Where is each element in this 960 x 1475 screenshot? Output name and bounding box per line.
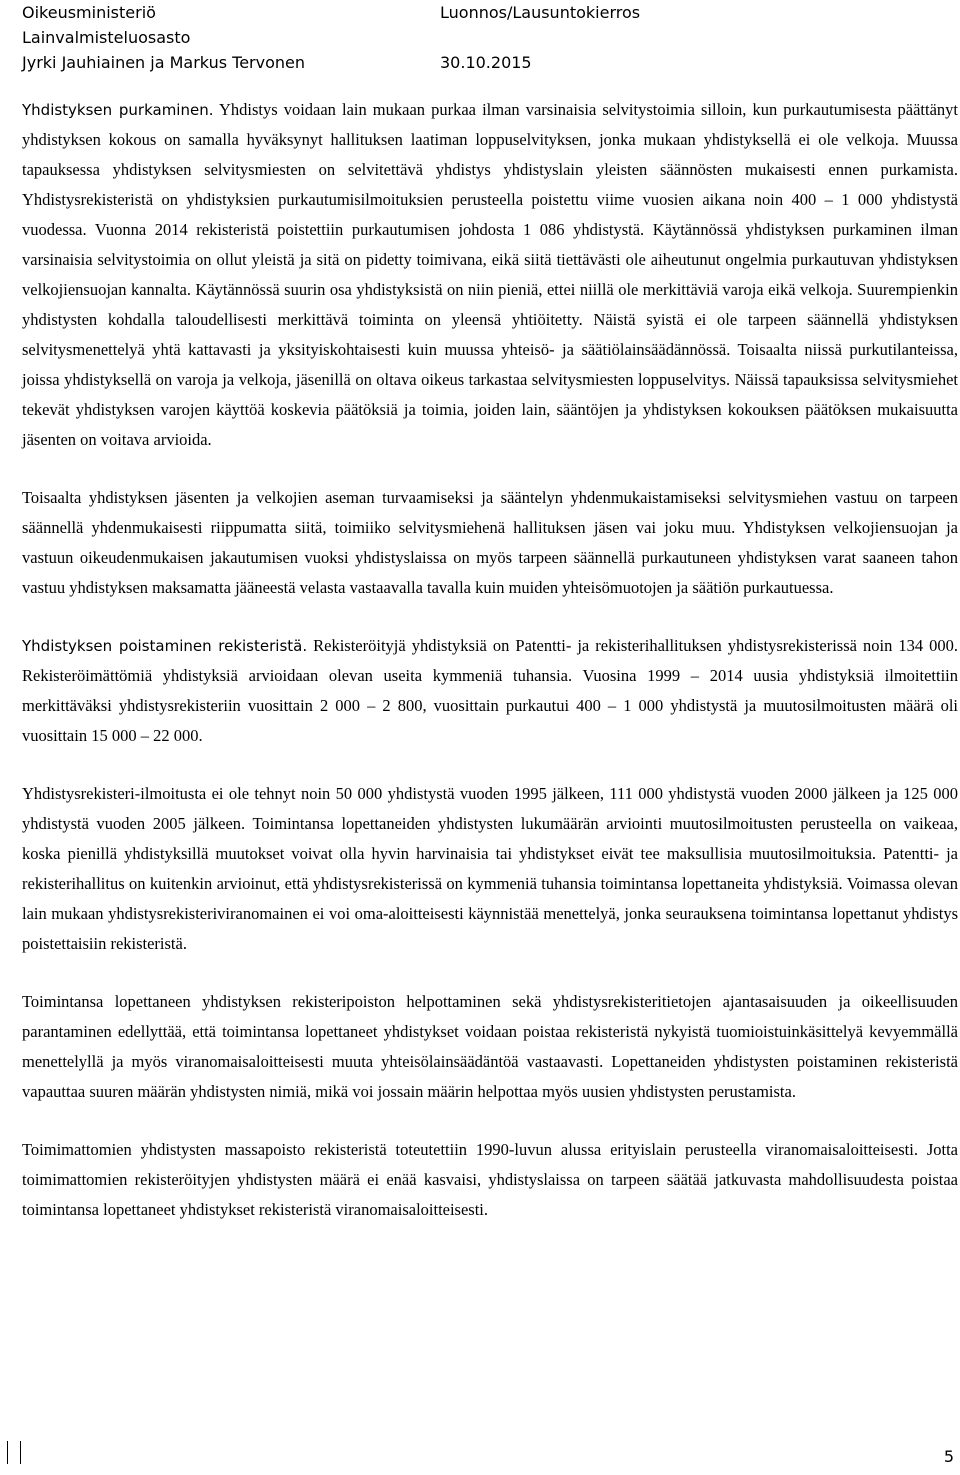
paragraph-text: Yhdistysrekisteri-ilmoitusta ei ole tehnyt noin 50 000 yhdistystä vuoden 1995 jälkeen, 111 000 yhdistystä vuoden 2000 jälkeen ja 125 000 yhdistystä vuoden 2005 jälkeen. Toimintansa lopettaneiden yhdistysten lukumäärän arviointi muutosilmoitusten perusteella on vaikeaa, koska pienillä yhdistyksillä muutokset voivat olla hyvin harvinaisia tai yhdistykset eivät tee maksullisia muutosilmoituksia. Patentti- ja rekisterihallitus on kuitenkin arvioinut, että yhdistysrekisterissä on kymmeniä tuhansia toimintansa lopettaneita yhdistyksiä. Voimassa olevan lain mukaan yhdistysrekisteriviranomainen ei voi oma-aloitteisesti käynnistää menettelyä, jonka seurauksena toimintansa lopettanut yhdistys poistettaisiin rekisteristä. <box>22 784 958 953</box>
page-number: 5 <box>943 1447 954 1466</box>
paragraph <box>22 779 958 959</box>
margin-change-bar <box>20 1441 21 1464</box>
paragraph <box>22 1135 958 1225</box>
paragraph-heading: Yhdistyksen purkaminen. <box>22 101 214 119</box>
paragraph-text: Toisaalta yhdistyksen jäsenten ja velkojien aseman turvaamiseksi ja sääntelyn yhdenmukaistamiseksi selvitysmiehen vastuu on tarpeen säännellä yhdenmukaisesti riippumatta siitä, toimiiko selvitysmiehenä hallituksen jäsen vai joku muu. Yhdistyksen velkojiensuojan ja vastuun oikeudenmukaisen jakautumisen vuoksi yhdistyslaissa on myös tarpeen säännellä purkautuneen yhdistyksen varat saaneen tahon vastuu yhdistyksen maksamatta jääneestä velasta vastaavalla tavalla kuin muiden yhteisömuotojen ja säätiön purkautuessa. <box>22 488 958 597</box>
margin-change-bar <box>7 1441 8 1464</box>
paragraph-heading: Yhdistyksen poistaminen rekisteristä. <box>22 637 308 655</box>
paragraph-text: Rekisteröityjä yhdistyksiä on Patentti- ja rekisterihallituksen yhdistysrekisterissä noin 134 000. Rekisteröimättömiä yhdistyksiä arvioidaan olevan useita kymmeniä tuhansia. Vuosina 1999 – 2014 uusia yhdistyksiä ilmoitettiin merkittäväksi yhdistysrekisteriin vuosittain 2 000 – 2 800, vuosittain purkautui 400 – 1 000 yhdistystä ja muutosilmoitusten määrä oli vuosittain 15 000 – 22 000. <box>22 636 958 745</box>
header-row-2 <box>22 25 640 50</box>
paragraph-text: Yhdistys voidaan lain mukaan purkaa ilman varsinaisia selvitystoimia silloin, kun purkautumisesta päättänyt yhdistyksen kokous on samalla hyväksynyt hallituksen laatiman loppuselvityksen, jonka mukaan yhdistyksellä ei ole velkoja. Muussa tapauksessa yhdistyksen selvitysmiesten on selvitettävä yhdistys yhdistyslain yleisten säännösten mukaisesti ennen purkamista. Yhdistysrekisteristä on yhdistyksien purkautumisilmoituksien perusteella poistettu viime vuosien aikana noin 400 – 1 000 yhdistystä vuodessa. Vuonna 2014 rekisteristä poistettiin purkautumisen johdosta 1 086 yhdistystä. Käytännössä yhdistyksen purkaminen ilman varsinaisia selvitystoimia on ollut yleistä ja sitä on pidetty toimivana, eikä siitä tiettävästi ole aiheutunut ongelmia purkautuvan yhdistyksen velkojiensuojan kannalta. Käytännössä suurin osa yhdistyksistä on niin pieniä, ettei niillä ole merkittäviä varoja eikä velkoja. Suurempienkin yhdistysten kohdalla taloudellisesti merkittävä toiminta on yleensä yhtiöitetty. Näistä syistä ei ole tarpeen säännellä yhdistyksen selvitysmenettelyä yhtä kattavasti ja yksityiskohtaisesti kuin muussa yhteisö- ja säätiölainsäädännössä. Toisaalta niissä purkutilanteissa, joissa yhdistyksellä on varoja ja velkoja, jäsenillä on oltava oikeus tarkastaa selvitysmiesten loppuselvitys. Näissä tapauksissa selvitysmiehet tekevät yhdistyksen varojen käyttöä koskevia päätöksiä ja toimia, joiden lain, sääntöjen ja yhdistyksen kokouksen päätöksen mukaisuutta jäsenten on voitava arvioida. <box>22 100 958 449</box>
paragraph-text: Toimintansa lopettaneen yhdistyksen rekisteripoiston helpottaminen sekä yhdistysrekisteritietojen ajantasaisuuden ja oikeellisuuden parantaminen edellyttää, että toimintansa lopettaneet yhdistykset voidaan poistaa rekisteristä nykyistä tuomioistuinkäsittelyä kevyemmällä menettelyllä ja myös viranomaisaloitteisesti muuta yhteisölainsäädäntöä vastaavasti. Lopettaneiden yhdistysten poistaminen rekisteristä vapauttaa suuren määrän yhdistysten nimiä, mikä voi jossain määrin helpottaa myös uusien yhdistysten perustamista. <box>22 992 958 1101</box>
paragraph <box>22 95 958 455</box>
paragraph <box>22 987 958 1107</box>
document-status: Luonnos/Lausuntokierros <box>440 3 641 22</box>
document-header <box>22 0 640 75</box>
ministry-name: Oikeusministeriö <box>22 3 156 22</box>
paragraph-text: Toimimattomien yhdistysten massapoisto rekisteristä toteutettiin 1990-luvun alussa erityislain perusteella viranomaisaloitteisesti. Jotta toimimattomien rekisteröityjen yhdistysten määrä ei enää kasvaisi, yhdistyslaissa on tarpeen säätää jatkuvasta mahdollisuudesta poistaa toimintansa lopettaneet yhdistykset rekisteristä viranomaisaloitteisesti. <box>22 1140 958 1219</box>
authors: Jyrki Jauhiainen ja Markus Tervonen <box>22 53 305 72</box>
document-body <box>22 95 958 1253</box>
paragraph <box>22 631 958 751</box>
department-name: Lainvalmisteluosasto <box>22 28 191 47</box>
document-date: 30.10.2015 <box>440 53 532 72</box>
header-row-3 <box>22 50 640 75</box>
header-row-1 <box>22 0 640 25</box>
paragraph <box>22 483 958 603</box>
